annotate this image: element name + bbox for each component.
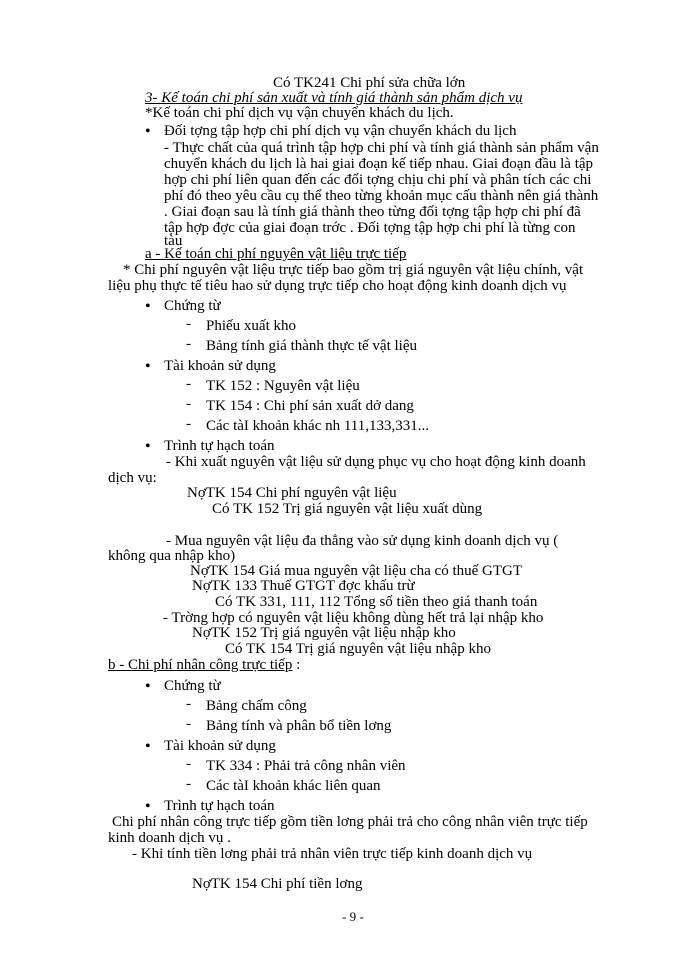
section-a-heading: a - Kế toán chi phí nguyên vật liệu trực tiếp: [145, 246, 407, 262]
entry-credit: Có TK 152 Trị giá nguyên vật liệu xuất dùng: [212, 501, 483, 517]
list-item: TK 152 : Nguyên vật liệu: [206, 378, 360, 394]
a-step1-line: - Khi xuất nguyên vật liệu sử dụng phục vụ cho hoạt động kinh doanh: [166, 454, 586, 470]
bullet-icon: •: [145, 358, 151, 375]
bullet-icon: •: [145, 678, 151, 695]
entry-debit: NợTK 152 Trị giá nguyên vật liệu nhập kho: [192, 625, 456, 641]
b-step1: - Khi tính tiền lơng phải trả nhân viên trực tiếp kinh doanh dịch vụ: [132, 846, 533, 862]
list-item: Các tàI khoản khác liên quan: [206, 778, 381, 794]
dash-icon: -: [186, 336, 191, 352]
sub-heading: *Kế toán chi phí dịch vụ vận chuyển khách du lịch.: [145, 105, 454, 121]
a-step1-line: dịch vụ:: [108, 470, 157, 486]
para1-line: tàu: [164, 233, 183, 249]
dash-icon: -: [186, 416, 191, 432]
page-number: - 9 -: [342, 909, 364, 924]
para1-line: hợp chi phí liên quan đến các đối tợng chịu chi phí và phân tích các chi: [164, 172, 592, 188]
dash-icon: -: [186, 696, 191, 712]
a-step2-line: - Mua nguyên vật liệu đa thẳng vào sử dụng kinh doanh dịch vụ (: [166, 533, 559, 549]
list-item: Bảng chấm công: [206, 698, 307, 714]
dash-icon: -: [186, 716, 191, 732]
para1-line: phí đó theo yêu cầu cụ thể theo từng khoản mục cấu thành nên giá thành: [164, 188, 599, 204]
b-tai-khoan: Tài khoản sử dụng: [164, 738, 276, 754]
a-step3: - Trờng hợp có nguyên vật liệu không dùng hết trả lại nhập kho: [163, 610, 544, 626]
para-a-line: * Chi phí nguyên vật liệu trực tiếp bao gồm trị giá nguyên vật liệu chính, vật: [123, 262, 584, 278]
b-trinh-tu: Trình tự hạch toán: [164, 798, 275, 814]
bullet-icon: •: [145, 798, 151, 815]
list-item: TK 334 : Phải trả công nhân viên: [206, 758, 406, 774]
list-item: TK 154 : Chi phí sản xuất dở dang: [206, 398, 414, 414]
section-b-suffix: :: [292, 657, 301, 673]
bullet-icon: •: [145, 438, 151, 455]
list-item: Bảng tính và phân bổ tiền lơng: [206, 718, 392, 734]
para1-line: tập hợp đợc của giai đoạn trớc . Đối tợng tập hợp chi phí là từng con: [164, 220, 576, 236]
section-b-title: b - Chi phí nhân công trực tiếp: [108, 657, 293, 673]
list-item: Các tàI khoản khác nh 111,133,331...: [206, 418, 430, 434]
bullet-icon: •: [145, 738, 151, 755]
list-item: Bảng tính giá thành thực tế vật liệu: [206, 338, 417, 354]
list-item: Phiếu xuất kho: [206, 318, 296, 334]
a-chung-tu: Chứng từ: [164, 298, 221, 314]
b-chung-tu: Chứng từ: [164, 678, 221, 694]
dash-icon: -: [186, 316, 191, 332]
bullet-icon: •: [145, 298, 151, 315]
para-a-line: liệu phụ thực tế tiêu hao sử dụng trực tiếp cho hoạt động kinh doanh dịch vụ: [108, 278, 567, 294]
a-tai-khoan: Tài khoản sử dụng: [164, 358, 276, 374]
bullet-icon: •: [145, 123, 151, 140]
entry-debit: NợTK 154 Giá mua nguyên vật liệu cha có thuế GTGT: [190, 563, 523, 579]
entry-credit: Có TK 154 Trị giá nguyên vật liệu nhập kho: [225, 641, 491, 657]
para-b-line: kinh doanh dịch vụ .: [108, 830, 231, 846]
para-b-line: Chi phí nhân công trực tiếp gồm tiền lơng phải trả cho công nhân viên trực tiếp: [112, 814, 588, 830]
entry-credit: Có TK 331, 111, 112 Tổng số tiền theo giá thanh toán: [215, 594, 538, 610]
para1-line: chuyển khách du lịch là hai giai đoạn kế tiếp nhau. Giai đoạn đầu là tập: [164, 156, 594, 172]
dash-icon: -: [186, 376, 191, 392]
para1-line: - Thực chất của quá trình tập hợp chi phí và tính giá thành sản phẩm vận: [164, 140, 599, 156]
dash-icon: -: [186, 396, 191, 412]
section-heading-3: 3- Kế toán chi phí sản xuất và tính giá thành sản phẩm dịch vụ: [145, 90, 523, 106]
entry-debit: NợTK 154 Chi phí tiền lơng: [192, 876, 363, 892]
a-step2-line: không qua nhập kho): [108, 548, 236, 564]
a-trinh-tu: Trình tự hạch toán: [164, 438, 275, 454]
credit-line-tk241: Có TK241 Chi phí sửa chữa lớn: [273, 75, 466, 91]
dash-icon: -: [186, 756, 191, 772]
para1-line: . Giai đoạn sau là tính giá thành theo từng đối tợng tập hợp chi phí đã: [164, 204, 581, 220]
entry-debit: NợTK 154 Chi phí nguyên vật liệu: [187, 485, 397, 501]
entry-debit: NợTK 133 Thuế GTGT đợc khấu trừ: [192, 578, 415, 594]
object-title: Đối tợng tập hợp chi phí dịch vụ vận chuyển khách du lịch: [164, 123, 517, 139]
dash-icon: -: [186, 776, 191, 792]
section-b-heading: [108, 657, 300, 674]
